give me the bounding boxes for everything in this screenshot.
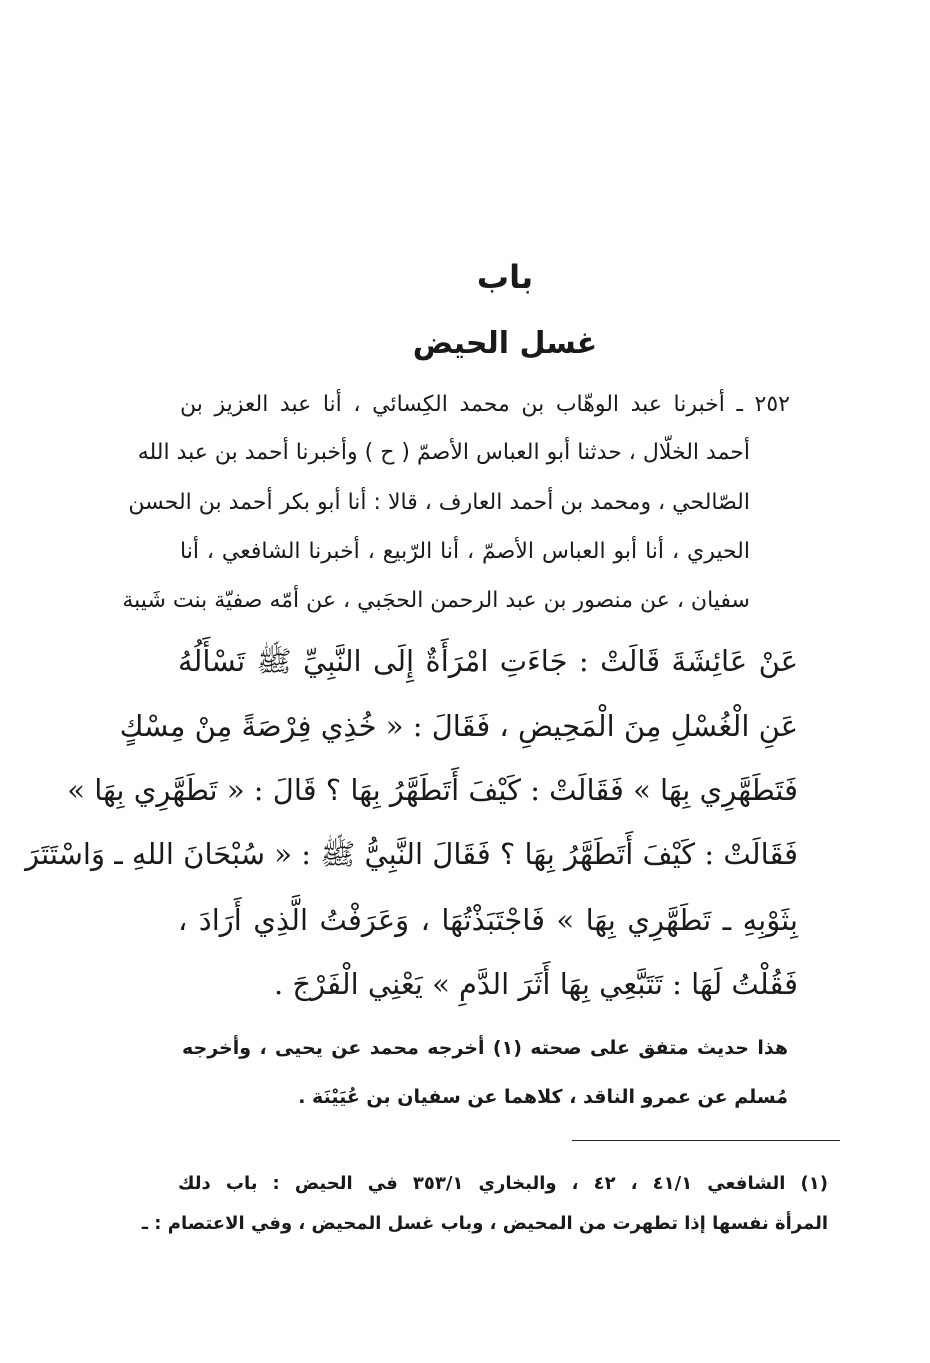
hadith-line: فَقُلْتُ لَهَا : تَتَبَّعِي بِهَا أَثَرَ الدَّمِ » يَعْنِي الْفَرْجَ . — [273, 967, 798, 1001]
isnad-line: أحمد الخلّال ، حدثنا أبو العباس الأصمّ ( ح ) وأخبرنا أحمد بن عبد الله — [137, 440, 750, 465]
hadith-line: عَنْ عَائِشَةَ قَالَتْ : جَاءَتِ امْرَأَةٌ إِلَى النَّبِيِّ ﷺ تَسْأَلُهُ — [178, 644, 798, 678]
chapter-title: غسل الحيض — [412, 326, 598, 361]
hadith-line: عَنِ الْغُسْلِ مِنَ الْمَحِيضِ ، فَقَالَ : « خُذِي فِرْصَةً مِنْ مِسْكٍ — [119, 709, 798, 743]
isnad-line: الحيري ، أنا أبو العباس الأصمّ ، أنا الرّبيع ، أخبرنا الشافعي ، أنا — [180, 539, 750, 564]
hadith-line: بِثَوْبِهِ ـ تَطَهَّرِي بِهَا » فَاجْتَبَذْتُهَا ، وَعَرَفْتُ الَّذِي أَرَادَ ، — [178, 903, 798, 937]
chapter-heading: باب — [476, 258, 534, 296]
isnad-line: سفيان ، عن منصور بن عبد الرحمن الحجَبي ، عن أمّه صفيّة بنت شَيبة — [122, 588, 750, 613]
isnad-line: الصّالحي ، ومحمد بن أحمد العارف ، قالا : أنا أبو بكر أحمد بن الحسن — [128, 490, 750, 515]
hadith-line: فَتَطَهَّرِي بِهَا » فَقَالَتْ : كَيْفَ أَتَطَهَّرُ بِهَا ؟ قَالَ : « تَطَهَّرِي بِهَا » — [67, 773, 798, 807]
hadith-line: فَقَالَتْ : كَيْفَ أَتَطَهَّرُ بِهَا ؟ فَقَالَ النَّبِيُّ ﷺ : « سُبْحَانَ اللهِ ـ وَاسْتَتَرَ — [25, 837, 798, 871]
takhrij-line: هذا حديث متفق على صحته (١) أخرجه محمد عن يحيى ، وأخرجه — [182, 1037, 788, 1059]
takhrij-line: مُسلم عن عمرو الناقد ، كلاهما عن سفيان بن عُيَيْنَة . — [298, 1086, 788, 1108]
footnote-line: المرأة نفسها إذا تطهرت من المحيض ، وباب غسل المحيض ، وفي الاعتصام : ـ — [141, 1213, 828, 1234]
isnad-line: ٢٥٢ ـ أخبرنا عبد الوهّاب بن محمد الكِسائي ، أنا عبد العزيز بن — [180, 392, 790, 417]
footnote-divider — [572, 1140, 840, 1141]
footnote-line: (١) الشافعي ٤١/١ ، ٤٢ ، والبخاري ٣٥٣/١ في الحيض : باب دلك — [178, 1173, 829, 1194]
